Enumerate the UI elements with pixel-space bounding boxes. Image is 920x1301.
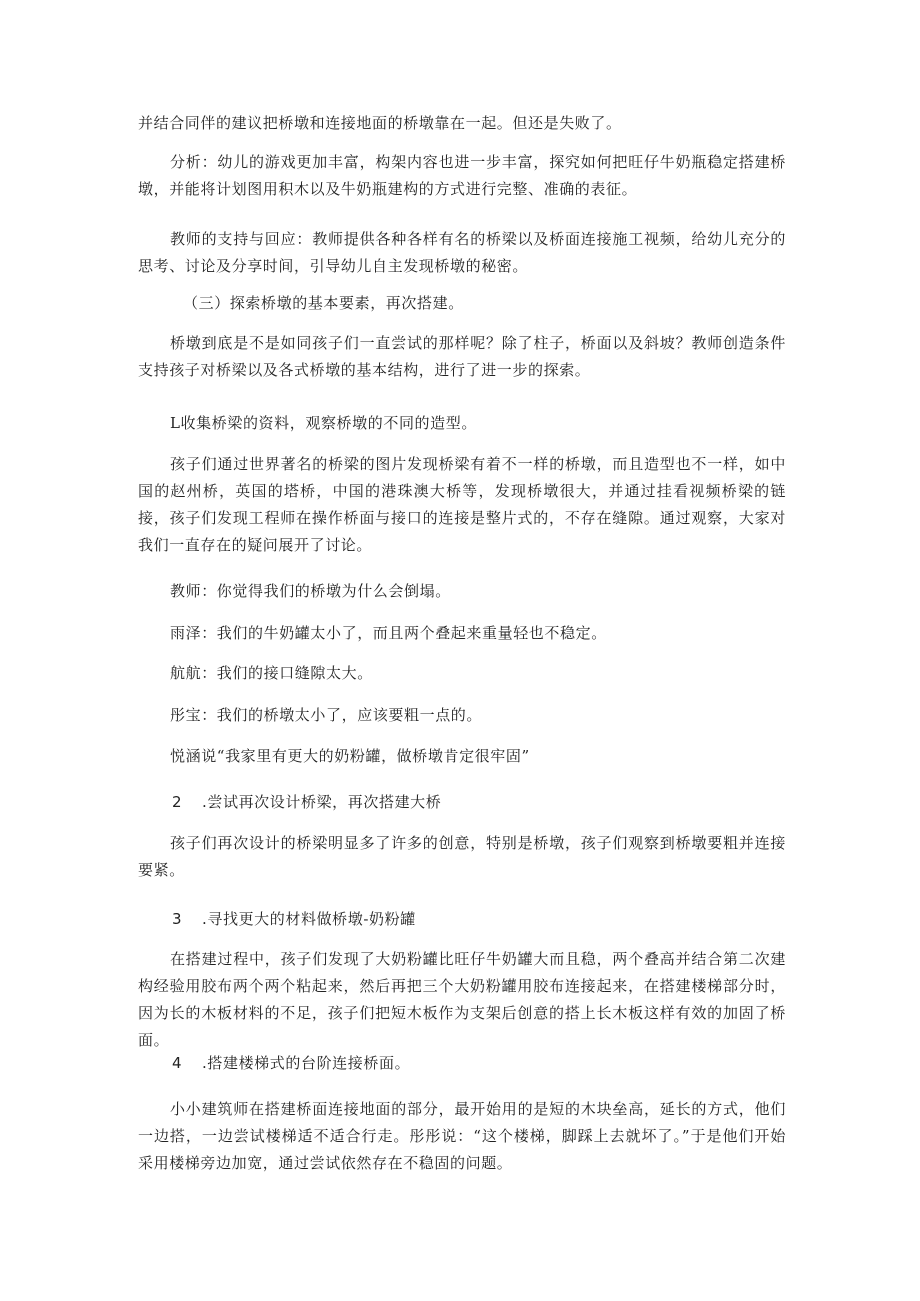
paragraph-teacher-support: 教师的支持与回应：教师提供各种各样有名的桥梁以及桥面连接施工视频，给幼儿充分的思考、讨论及分享时间，引导幼儿自主发现桥墩的秘密。 <box>138 230 786 275</box>
paragraph-stairs: 小小建筑师在搭建桥面连接地面的部分，最开始用的是短的木块垒高，延长的方式，他们一边搭，一边尝试楼梯适不适合行走。彤彤说：“这个楼梯，脚踩上去就坏了。”于是他们开始采用楼梯旁边加宽，通过尝试依然存在不稳固的问题。 <box>138 1100 786 1172</box>
subheading-3-number: 3 <box>172 910 183 928</box>
dialogue-tongbao: 彤宝：我们的桥墩太小了，应该要粗一点的。 <box>170 706 483 724</box>
paragraph-observation: 孩子们通过世界著名的桥梁的图片发现桥梁有着不一样的桥墩，而且造型也不一样，如中国的赵州桥，英国的塔桥，中国的港珠澳大桥等，发现桥墩很大，并通过挂看视频桥梁的链接，孩子们发现工程师在操作桥面与接口的连接是整片式的，不存在缝隙。通过观察，大家对我们一直存在的疑问展开了讨论。 <box>138 455 786 554</box>
dialogue-yuze: 雨泽：我们的牛奶罐太小了，而且两个叠起来重量轻也不稳定。 <box>170 624 607 642</box>
subheading-1: L收集桥梁的资料，观察桥墩的不同的造型。 <box>170 414 477 432</box>
dialogue-hanghang: 航航：我们的接口缝隙太大。 <box>170 664 373 682</box>
paragraph-redesign: 孩子们再次设计的桥梁明显多了许多的创意，特别是桥墩，孩子们观察到桥墩要粗并连接要紧。 <box>138 834 786 879</box>
dialogue-yuehan: 悦涵说“我家里有更大的奶粉罐，做桥墩肯定很牢固” <box>170 747 530 765</box>
dialogue-teacher: 教师：你觉得我们的桥墩为什么会倒塌。 <box>170 582 451 600</box>
subheading-4 <box>172 1050 782 1077</box>
subheading-2 <box>172 789 782 816</box>
subheading-3-text: .寻找更大的材料做桥墩-奶粉罐 <box>202 910 416 928</box>
paragraph-continuation: 并结合同伴的建议把桥墩和连接地面的桥墩靠在一起。但还是失败了。 <box>138 114 622 132</box>
section-heading-3: （三）探索桥墩的基本要素，再次搭建。 <box>183 294 464 312</box>
subheading-4-number: 4 <box>172 1054 183 1072</box>
subheading-2-text: .尝试再次设计桥梁，再次搭建大桥 <box>202 793 442 811</box>
subheading-2-number: 2 <box>172 793 183 811</box>
paragraph-intro: 桥墩到底是不是如同孩子们一直尝试的那样呢？除了柱子，桥面以及斜坡？教师创造条件支持孩子对桥梁以及各式桥墩的基本结构，进行了进一步的探索。 <box>138 334 786 379</box>
subheading-3 <box>172 906 782 933</box>
paragraph-building-process: 在搭建过程中，孩子们发现了大奶粉罐比旺仔牛奶罐大而且稳，两个叠高并结合第二次建构经验用胶布两个两个粘起来，然后再把三个大奶粉罐用胶布连接起来，在搭建楼梯部分时，因为长的木板材料的不足，孩子们把短木板作为支架后创意的搭上长木板这样有效的加固了桥面。 <box>138 950 786 1049</box>
paragraph-analysis: 分析：幼儿的游戏更加丰富，构架内容也进一步丰富，探究如何把旺仔牛奶瓶稳定搭建桥墩，并能将计划图用积木以及牛奶瓶建构的方式进行完整、准确的表征。 <box>138 153 786 198</box>
subheading-4-text: .搭建楼梯式的台阶连接桥面。 <box>202 1054 411 1072</box>
